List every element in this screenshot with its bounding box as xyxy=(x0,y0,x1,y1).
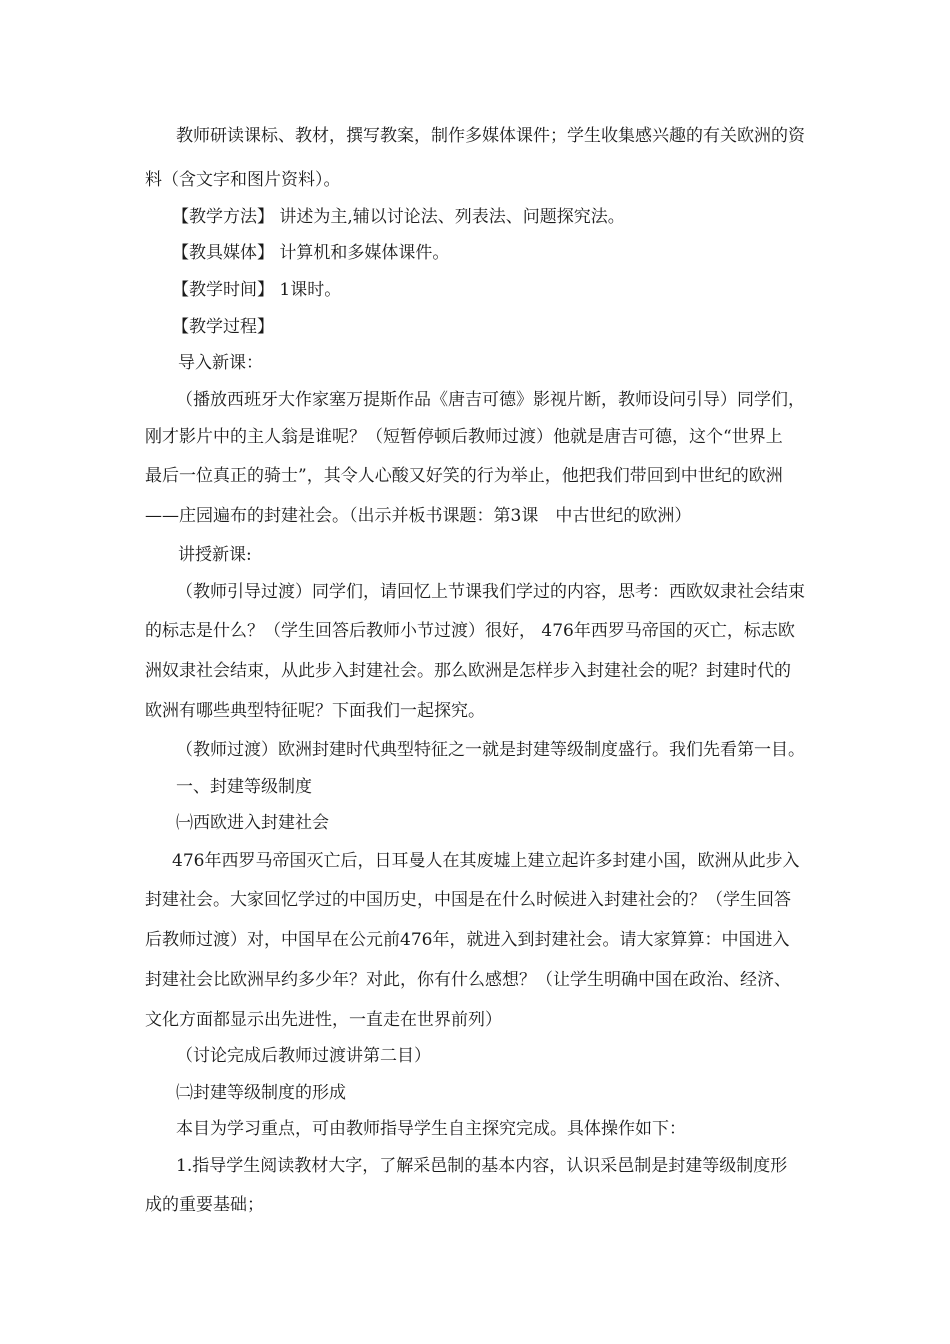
teaching-process-heading: 【教学过程】 xyxy=(172,317,274,337)
teaching-time: 【教学时间】 1课时。 xyxy=(172,280,342,300)
teaching-method: 【教学方法】 讲述为主,辅以讨论法、列表法、问题探究法。 xyxy=(172,207,625,227)
body-line-2: 封建社会。大家回忆学过的中国历史，中国是在什么时候进入封建社会的？（学生回答 xyxy=(145,890,791,910)
lesson-line-3: 洲奴隶社会结束，从此步入封建社会。那么欧洲是怎样步入封建社会的呢？封建时代的 xyxy=(145,661,791,681)
lesson-line-4: 欧洲有哪些典型特征呢？下面我们一起探究。 xyxy=(145,701,485,721)
new-lesson-heading: 讲授新课: xyxy=(178,545,252,565)
body-line-5: 文化方面都显示出先进性，一直走在世界前列） xyxy=(145,1010,502,1030)
discussion-transition: （讨论完成后教师过渡讲第二目） xyxy=(176,1046,431,1066)
prep-line-2: 料（含文字和图片资料）。 xyxy=(145,170,341,190)
intro-line-3: 最后一位真正的骑士”，其令人心酸又好笑的行为举止，他把我们带回到中世纪的欧洲 xyxy=(145,466,783,486)
intro-heading: 导入新课： xyxy=(178,353,263,373)
focus-note: 本目为学习重点，可由教师指导学生自主探究完成。具体操作如下： xyxy=(176,1119,686,1139)
section-heading-1: 一、封建等级制度 xyxy=(176,777,312,797)
subsection-heading-1: ㈠西欧进入封建社会 xyxy=(176,813,329,833)
step-1-line-1: 1.指导学生阅读教材大字，了解采邑制的基本内容，认识采邑制是封建等级制度形 xyxy=(176,1156,788,1176)
teaching-media: 【教具媒体】 计算机和多媒体课件。 xyxy=(172,243,450,263)
lesson-line-2: 的标志是什么？（学生回答后教师小节过渡）很好， 476年西罗马帝国的灭亡，标志欧 xyxy=(145,621,795,641)
intro-line-2: 刚才影片中的主人翁是谁呢？（短暂停顿后教师过渡）他就是唐吉可德，这个“世界上 xyxy=(145,427,783,447)
body-line-4: 封建社会比欧洲早约多少年？对此，你有什么感想？（让学生明确中国在政治、经济、 xyxy=(145,970,791,990)
body-line-3: 后教师过渡）对，中国早在公元前476年，就进入到封建社会。请大家算算：中国进入 xyxy=(145,930,790,950)
step-1-line-2: 成的重要基础； xyxy=(145,1195,264,1215)
subsection-heading-2: ㈡封建等级制度的形成 xyxy=(176,1083,346,1103)
intro-line-1: （播放西班牙大作家塞万提斯作品《唐吉可德》影视片断，教师设问引导）同学们， xyxy=(176,390,805,410)
transition-line: （教师过渡）欧洲封建时代典型特征之一就是封建等级制度盛行。我们先看第一目。 xyxy=(176,740,805,760)
intro-line-4: ——庄园遍布的封建社会。（出示并板书课题：第3课 中古世纪的欧洲） xyxy=(145,506,692,526)
lesson-line-1: （教师引导过渡）同学们，请回忆上节课我们学过的内容，思考：西欧奴隶社会结束 xyxy=(176,582,805,602)
body-line-1: 476年西罗马帝国灭亡后，日耳曼人在其废墟上建立起许多封建小国，欧洲从此步入 xyxy=(172,851,800,871)
prep-line-1: 教师研读课标、教材，撰写教案，制作多媒体课件；学生收集感兴趣的有关欧洲的资 xyxy=(176,126,805,146)
